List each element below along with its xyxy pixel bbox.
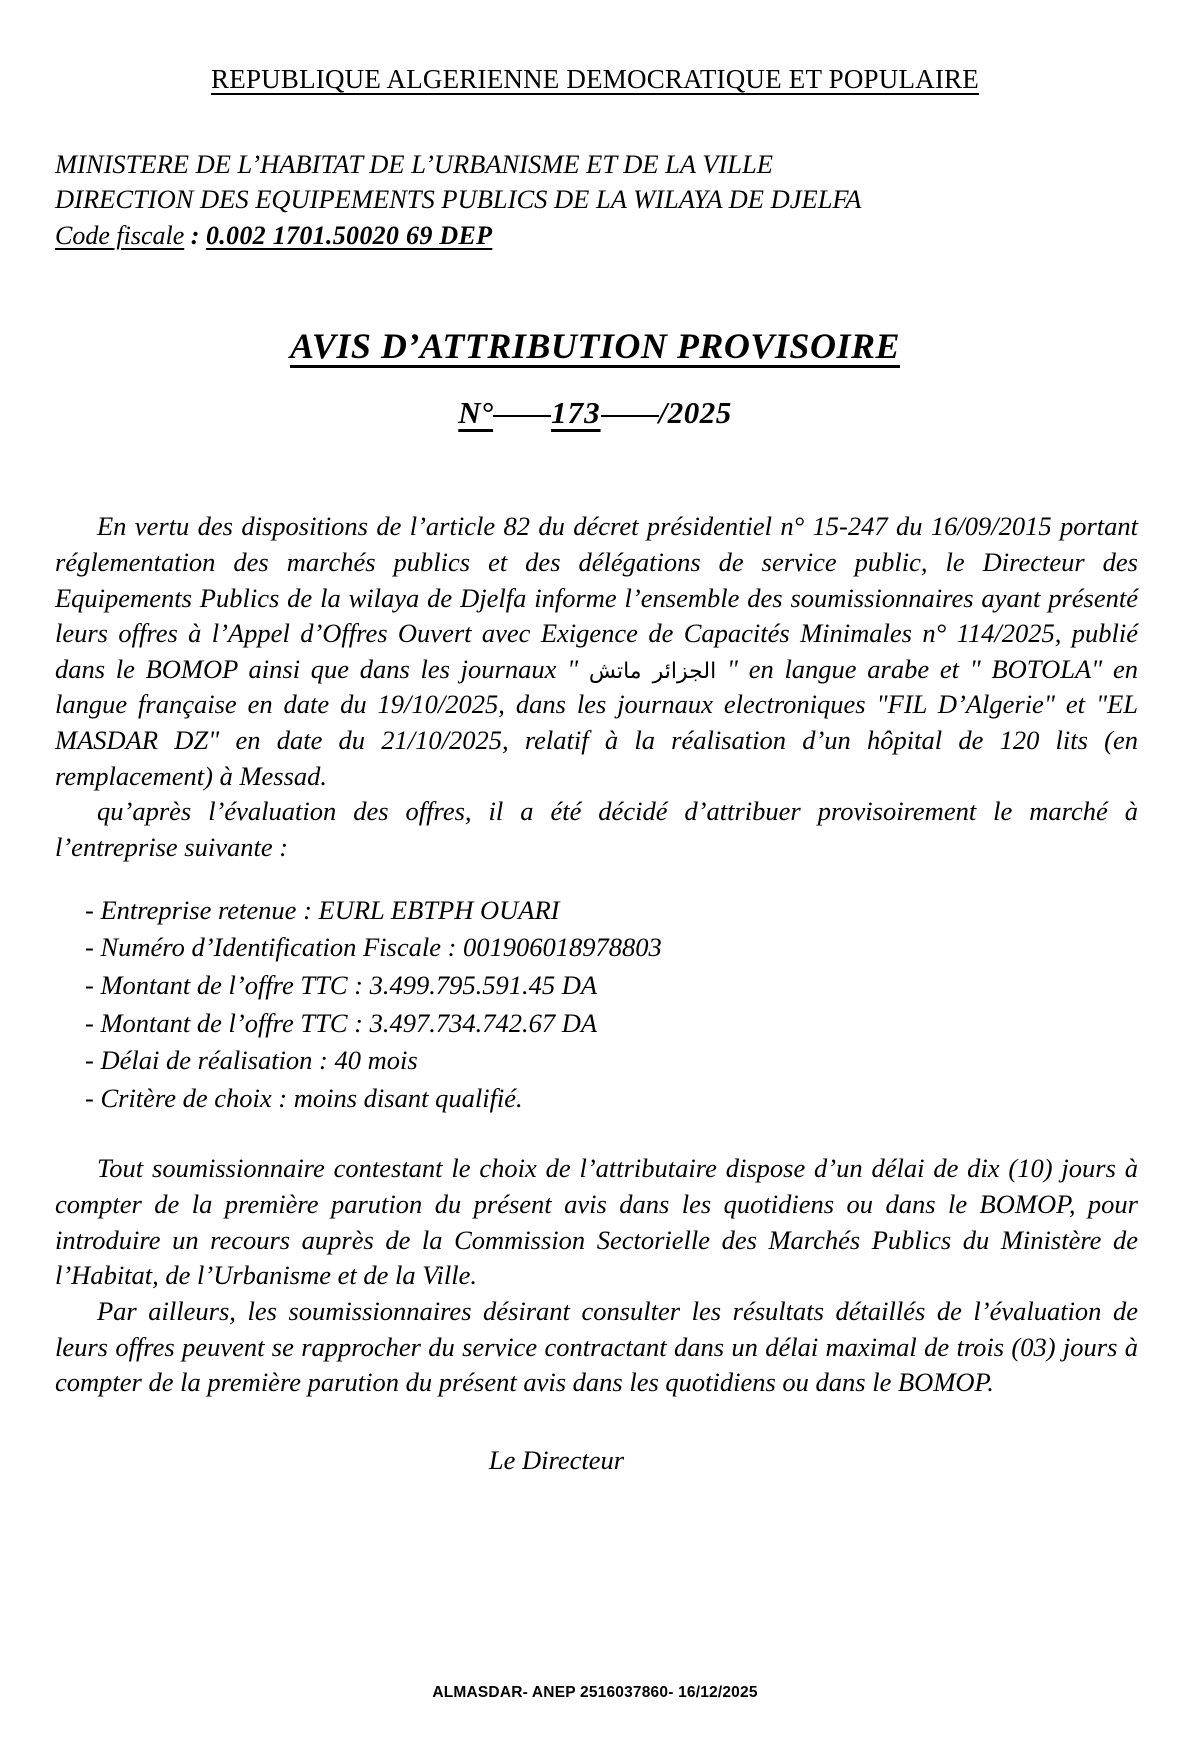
arabic-newspaper-name: الجزائر ماتش xyxy=(588,658,717,684)
document-year-value: /2025 xyxy=(658,395,732,431)
list-item: - Numéro d’Identification Fiscale : 001906018978803 xyxy=(85,932,662,963)
republic-heading xyxy=(0,64,1190,95)
signature-block: Le Directeur xyxy=(488,1444,625,1475)
footer-reference: ALMASDAR- ANEP 2516037860- 16/12/2025 xyxy=(432,1684,758,1701)
paragraph-legal-basis-part2: " en langue arabe et " BOTOLA" en langue française en date du 19/10/2025, dans les journaux electroniques "FIL D’Algerie" et "EL MASDAR DZ" en date du 21/10/2025, relatif à la réalisation d’un hôpital de 120 lits (en remplacement) à Messad. xyxy=(55,653,1138,791)
direction-line: DIRECTION DES EQUIPEMENTS PUBLICS DE LA WILAYA DE DJELFA xyxy=(55,183,862,214)
fiscal-code-label: Code fiscale xyxy=(55,220,185,250)
paragraph-results-consultation: Par ailleurs, les soumissionnaires désirant consulter les résultats détaillés de l’évaluation de leurs offres peuvent se rapprocher du service contractant dans un délai maximal de trois (03) jours à compter de la première parution du présent avis dans les quotidiens ou dans le BOMOP. xyxy=(55,1295,1138,1398)
document-number-value: 173 xyxy=(551,395,601,431)
ministry-block xyxy=(0,147,1190,253)
list-item: - Montant de l’offre TTC : 3.499.795.591.45 DA xyxy=(85,969,598,1000)
document-number-line xyxy=(0,395,1190,431)
number-rule-left xyxy=(493,415,551,417)
paragraph-legal-basis-part1: En vertu des dispositions de l’article 82 du décret présidentiel n° 15-247 du 16/09/2015 portant réglementation des marchés publics et des délégations de service public, le Directeur des Equipements Publics de la wilaya de Djelfa informe l’ensemble des soumissionnaires ayant présenté leurs offres à l’Appel d’Offres Ouvert avec Exigence de Capacités Minimales n° 114/2025, publié dans le BOMOP ainsi que dans les journaux " xyxy=(55,511,1138,684)
document-page xyxy=(0,64,1190,1748)
page-title-text: AVIS D’ATTRIBUTION PROVISOIRE xyxy=(290,326,900,367)
number-rule-right xyxy=(601,415,659,417)
paragraph-legal-basis xyxy=(55,509,1138,794)
paragraph-award-decision: qu’après l’évaluation des offres, il a été décidé d’attribuer provisoirement le marché à l’entreprise suivante : xyxy=(55,796,1138,863)
closing-paragraphs xyxy=(55,1151,1138,1400)
document-number-label: N° xyxy=(458,395,494,431)
page-title xyxy=(0,325,1190,367)
ministry-line: MINISTERE DE L’HABITAT DE L’URBANISME ET DE LA VILLE xyxy=(55,149,773,179)
fiscal-code-colon: : xyxy=(184,220,206,250)
list-item: - Délai de réalisation : 40 mois xyxy=(85,1045,418,1076)
list-item: - Entreprise retenue : EURL EBTPH OUARI xyxy=(85,894,560,925)
document-body xyxy=(0,509,1190,1476)
award-details-list xyxy=(55,892,1138,1118)
paragraph-appeal-procedure: Tout soumissionnaire contestant le choix de l’attributaire dispose d’un délai de dix (10) jours à compter de la première parution du présent avis dans les quotidiens ou dans le BOMOP, pour introduire un recours auprès de la Commission Sectorielle des Marchés Publics du Ministère de l’Habitat, de l’Urbanisme et de la Ville. xyxy=(55,1153,1138,1291)
fiscal-code-value: 0.002 1701.50020 69 DEP xyxy=(205,220,493,250)
republic-heading-text: REPUBLIQUE ALGERIENNE DEMOCRATIQUE ET POPULAIRE xyxy=(211,64,979,94)
fiscal-code-line xyxy=(55,219,1190,253)
list-item: - Montant de l’offre TTC : 3.497.734.742.67 DA xyxy=(85,1007,598,1038)
list-item: - Critère de choix : moins disant qualifié. xyxy=(85,1082,523,1113)
